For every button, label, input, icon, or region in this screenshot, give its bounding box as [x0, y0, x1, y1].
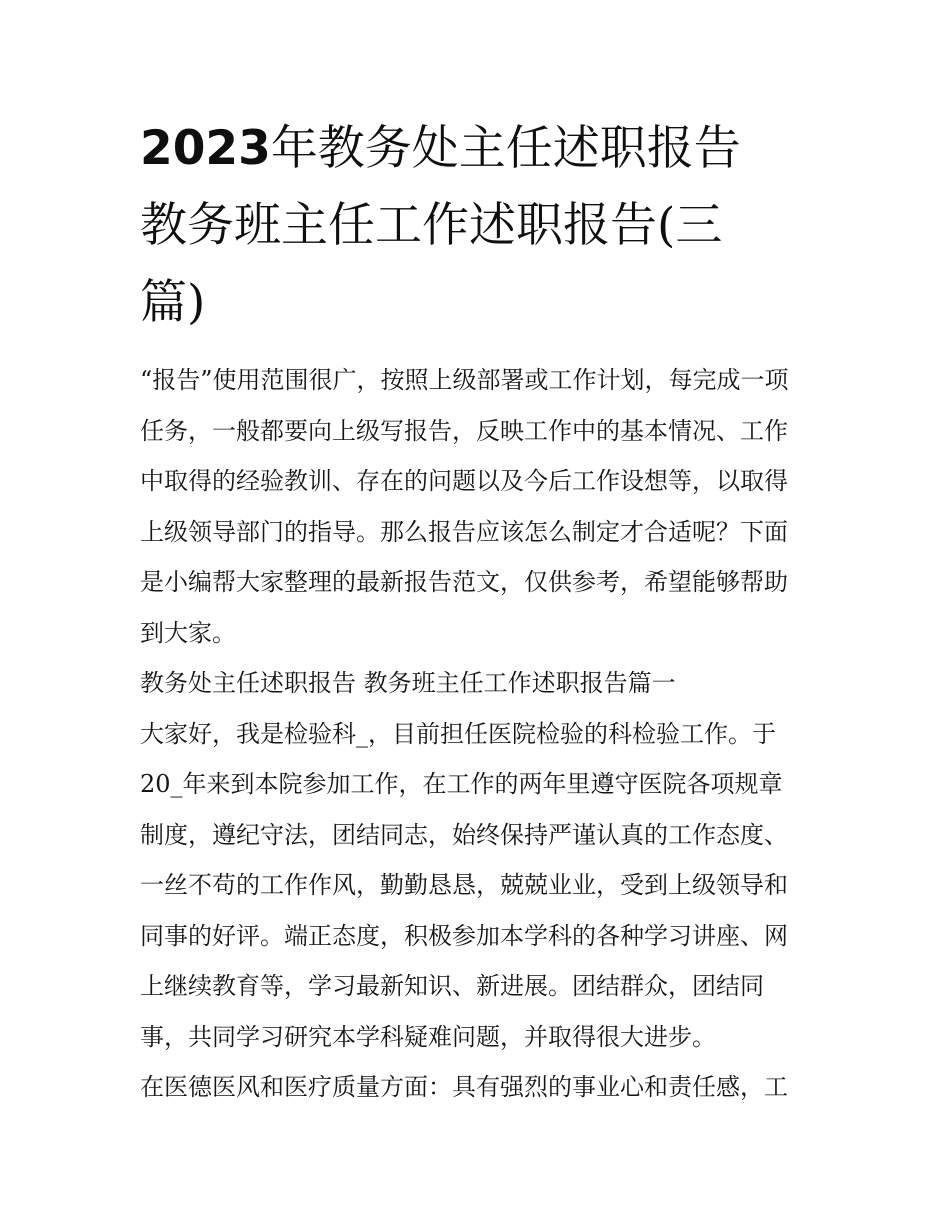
- text-line: 上继续教育等，学习最新知识、新进展。团结群众，团结同: [140, 972, 764, 1000]
- document-title: [140, 110, 830, 341]
- title-line-1-text: 年教务处主任述职报告: [270, 121, 741, 176]
- text-line: 事，共同学习研究本学科疑难问题，并取得很大进步。: [140, 1022, 716, 1051]
- text-line: 中取得的经验教训、存在的问题以及今后工作设想等，以取得: [140, 467, 788, 495]
- title-line-2: 教务班主任工作述职报告(三: [140, 198, 723, 253]
- text-line: 大家好，我是检验科_，目前担任医院检验的科检验工作。于: [140, 719, 776, 748]
- text-line: 任务，一般都要向上级写报告，反映工作中的基本情况、工作: [140, 416, 788, 445]
- title-year: 2023: [140, 121, 271, 176]
- text-line: “报告”使用范围很广，按照上级部署或工作计划，每完成一项: [140, 366, 789, 394]
- text-line: 20_年来到本院参加工作，在工作的两年里遵守医院各项规章: [140, 770, 783, 798]
- section-heading: 教务处主任述职报告 教务班主任工作述职报告篇一: [140, 669, 676, 697]
- text-line: 到大家。: [140, 618, 236, 647]
- document-page: [140, 110, 830, 1113]
- title-line-3: 篇): [140, 275, 206, 330]
- title-line-1: [140, 110, 830, 187]
- text-line: 在医德医风和医疗质量方面：具有强烈的事业心和责任感，工: [140, 1073, 788, 1101]
- text-line: 同事的好评。端正态度，积极参加本学科的各种学习讲座、网: [140, 921, 788, 950]
- document-body: [140, 355, 830, 1113]
- text-line: 是小编帮大家整理的最新报告范文，仅供参考，希望能够帮助: [140, 568, 788, 596]
- text-line: 上级领导部门的指导。那么报告应该怎么制定才合适呢？下面: [140, 517, 788, 546]
- text-line: 一丝不苟的工作作风，勤勤恳恳，兢兢业业，受到上级领导和: [140, 871, 788, 899]
- text-line: 制度，遵纪守法，团结同志，始终保持严谨认真的工作态度、: [140, 820, 788, 849]
